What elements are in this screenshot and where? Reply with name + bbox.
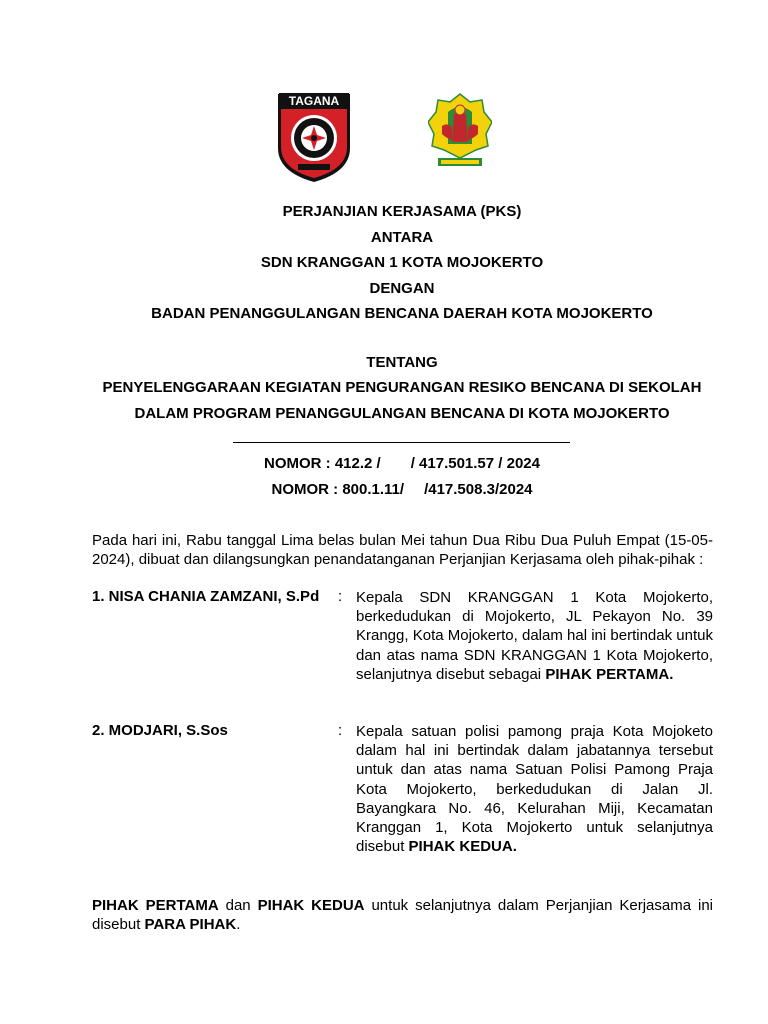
party-2-desc-text: Kepala satuan polisi pamong praja Kota Mojoketo dalam hal ini bertindak dalam jabatannya tersebut untuk dan atas nama Satuan Polisi Pamong Praja Kota Mojokerto, berkedudukan di Jalan Jl. Bayangkara No. 46, Kelurahan Miji, Kecamatan Kranggan 1, Kota Mojokerto untuk selanjutnya disebut (356, 723, 713, 856)
closing-pihak-pertama: PIHAK PERTAMA (92, 897, 219, 914)
subject-line-2: DALAM PROGRAM PENANGGULANGAN BENCANA DI KOTA MOJOKERTO (134, 405, 670, 422)
tagana-title: TAGANA (288, 94, 340, 108)
number-2-label: NOMOR : 800.1.11/ (271, 481, 405, 498)
between-label: ANTARA (370, 229, 434, 246)
party-1-colon: : (338, 588, 343, 605)
closing-text-2: untuk selanjutnya dalam Perjanjian Kerjasama ini disebut (92, 897, 713, 933)
party-1-role: PIHAK PERTAMA. (545, 665, 674, 683)
closing-para-pihak: PARA PIHAK (144, 916, 237, 933)
with-label: DENGAN (369, 280, 435, 297)
tagana-logo (274, 88, 354, 184)
party-a-heading: SDN KRANGGAN 1 KOTA MOJOKERTO (260, 254, 544, 271)
party-2-colon: : (338, 722, 343, 739)
divider-line (233, 442, 570, 443)
number-1-value: / 417.501.57 / 2024 (410, 455, 540, 472)
party-1-desc-text: Kepala SDN KRANGGAN 1 Kota Mojokerto, berkedudukan di Mojokerto, JL Pekayon No. 39 Krangg, Kota Mojokerto, dalam hal ini bertindak untuk dan atas nama SDN KRANGGAN 1 Kota Mojokerto, selanjutnya disebut sebagai (356, 589, 713, 683)
number-line-2 (60, 481, 744, 499)
party-2-role: PIHAK KEDUA. (408, 838, 517, 856)
number-2-value: /417.508.3/2024 (424, 481, 533, 498)
party-2-description (356, 722, 713, 856)
document-title: PERJANJIAN KERJASAMA (PKS) (282, 203, 522, 220)
intro-paragraph: Pada hari ini, Rabu tanggal Lima belas bulan Mei tahun Dua Ribu Dua Puluh Empat (15-05-2024), dibuat dan dilangsungkan penandatanganan Perjanjian Kerjasama oleh pihak-pihak : (92, 532, 713, 568)
closing-text-1: dan (218, 897, 258, 914)
party-2-name: 2. MODJARI, S.Sos (92, 722, 228, 739)
number-line-1 (60, 455, 744, 473)
subject-line-1: PENYELENGGARAAN KEGIATAN PENGURANGAN RESIKO BENCANA DI SEKOLAH (102, 379, 702, 396)
number-1-label: NOMOR : 412.2 / (264, 455, 381, 472)
party-1-description (356, 588, 713, 684)
party-1-name: 1. NISA CHANIA ZAMZANI, S.Pd (92, 588, 320, 605)
closing-text-3: . (236, 916, 241, 933)
closing-pihak-kedua: PIHAK KEDUA (257, 897, 365, 914)
kota-mojokerto-logo (428, 92, 492, 170)
closing-paragraph (92, 896, 713, 934)
about-label: TENTANG (366, 354, 438, 371)
party-b-heading: BADAN PENANGGULANGAN BENCANA DAERAH KOTA MOJOKERTO (151, 305, 653, 322)
